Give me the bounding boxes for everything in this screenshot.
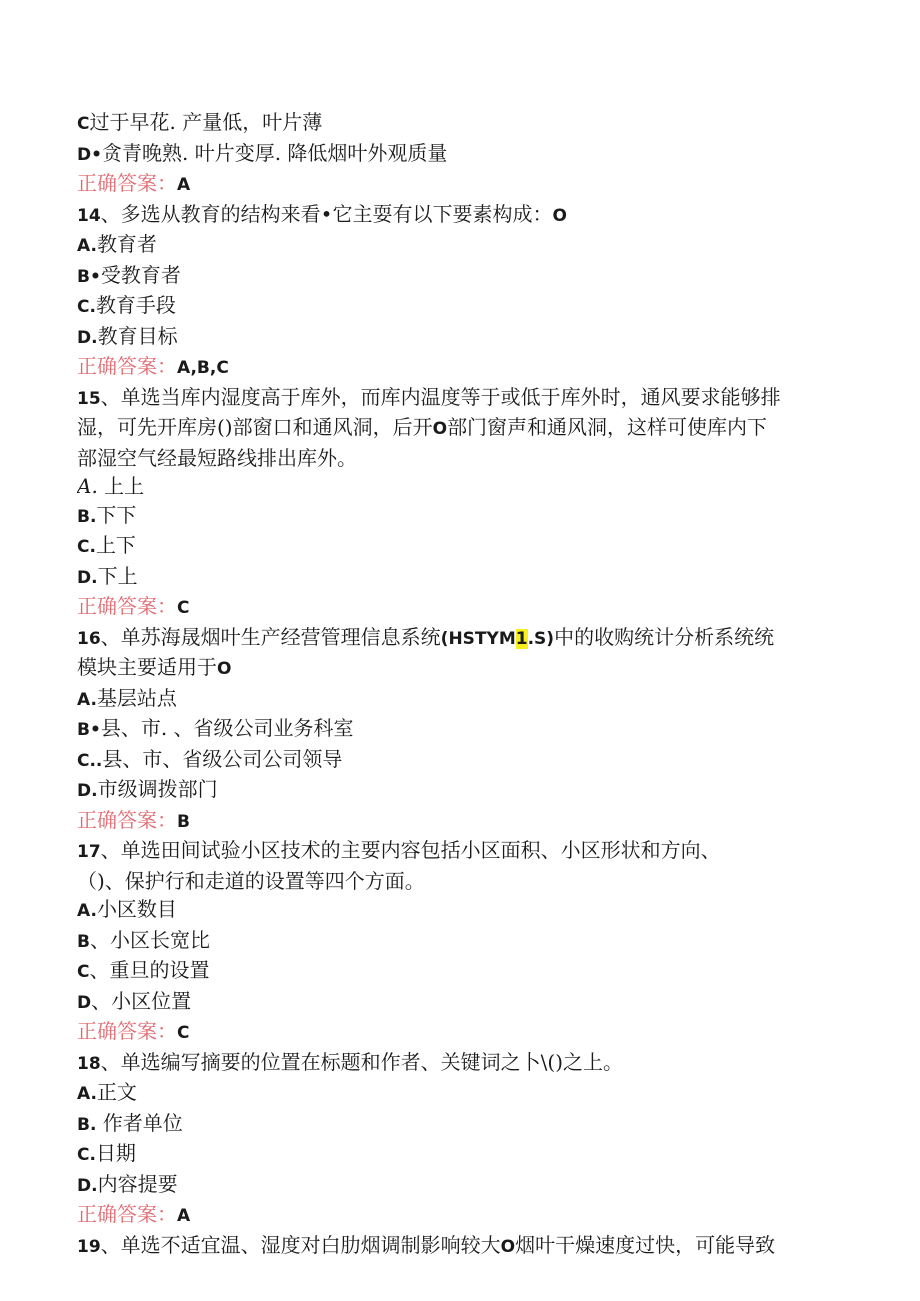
option-a-q17: A.小区数目	[77, 897, 177, 921]
answer-q18: 正确答案：A	[77, 1202, 191, 1226]
highlight-mark: 1	[515, 628, 528, 649]
answer-q14: 正确答案：A,B,C	[77, 354, 229, 378]
answer-q15: 正确答案：C	[77, 594, 190, 618]
document-body	[77, 108, 837, 1261]
question-18: 18、单选编写摘要的位置在标题和作者、关键词之卜\()之上。	[77, 1049, 624, 1074]
option-b-q18: B. 作者单位	[77, 1110, 183, 1135]
question-16-line-2: 模块主要适用于O	[77, 655, 232, 679]
option-a-q18: A.正文	[77, 1080, 137, 1104]
option-d-q14: D.教育目标	[77, 323, 178, 348]
answer-q13: 正确答案：A	[77, 171, 191, 195]
question-19-line-1: 19、单选不适宜温、湿度对白肋烟调制影响较大O烟叶干燥速度过快，可能导致	[77, 1232, 776, 1257]
option-a-q16: A.基层站点	[77, 685, 177, 710]
answer-q17: 正确答案：C	[77, 1019, 190, 1043]
question-14: 14、多选从教育的结构来看•它主耍有以下要素构成：O	[77, 201, 567, 226]
option-b-q17: B、小区长宽比	[77, 927, 210, 952]
answer-q16: 正确答案：B	[77, 807, 190, 832]
option-a-q15: A. 上上	[77, 474, 145, 498]
option-d-q18: D.内容提要	[77, 1171, 178, 1196]
option-b-q16: B•县、市. 、省级公司业务科室	[77, 716, 354, 740]
option-c-q15: C.上下	[77, 533, 136, 557]
option-d-q13: D•贪青晚熟. 叶片变厚. 降低烟叶外观质量	[77, 140, 448, 165]
option-c-q17: C、重旦的设置	[77, 958, 210, 982]
question-17-line-1: 17、单选田间试验小区技术的主要内容包括小区面积、小区形状和方向、	[77, 838, 721, 862]
option-c-q18: C.日期	[77, 1141, 136, 1165]
option-c-q16: C..县、市、省级公司公司领导	[77, 746, 343, 771]
option-b-q15: B.下下	[77, 502, 137, 527]
option-c-q13: C过于早花. 产量低，叶片薄	[77, 110, 323, 134]
option-b-q14: B•受教育者	[77, 262, 181, 287]
option-a-q14: A.教育者	[77, 232, 157, 256]
question-17-line-2: （)、保护行和走道的设置等四个方面。	[77, 868, 425, 893]
question-15-line-1: 15、单选当库内湿度高于库外，而库内温度等于或低于库外时，通风要求能够排	[77, 384, 781, 409]
question-16-line-1: 16、单苏海晟烟叶生产经营管理信息系统(HSTYM1.S)中的收购统计分析系统统	[77, 624, 775, 649]
option-c-q14: C.教育手段	[77, 293, 176, 317]
option-d-q17: D、小区位置	[77, 988, 192, 1013]
option-d-q15: D.下上	[77, 563, 138, 588]
question-15-line-3: 部湿空气经最短路线排出库外。	[77, 445, 357, 470]
question-15-line-2: 湿，可先开库房()部窗口和通风洞，后开O部门窗声和通风洞，这样可使库内下	[77, 415, 768, 439]
option-d-q16: D.市级调拨部门	[77, 777, 218, 801]
